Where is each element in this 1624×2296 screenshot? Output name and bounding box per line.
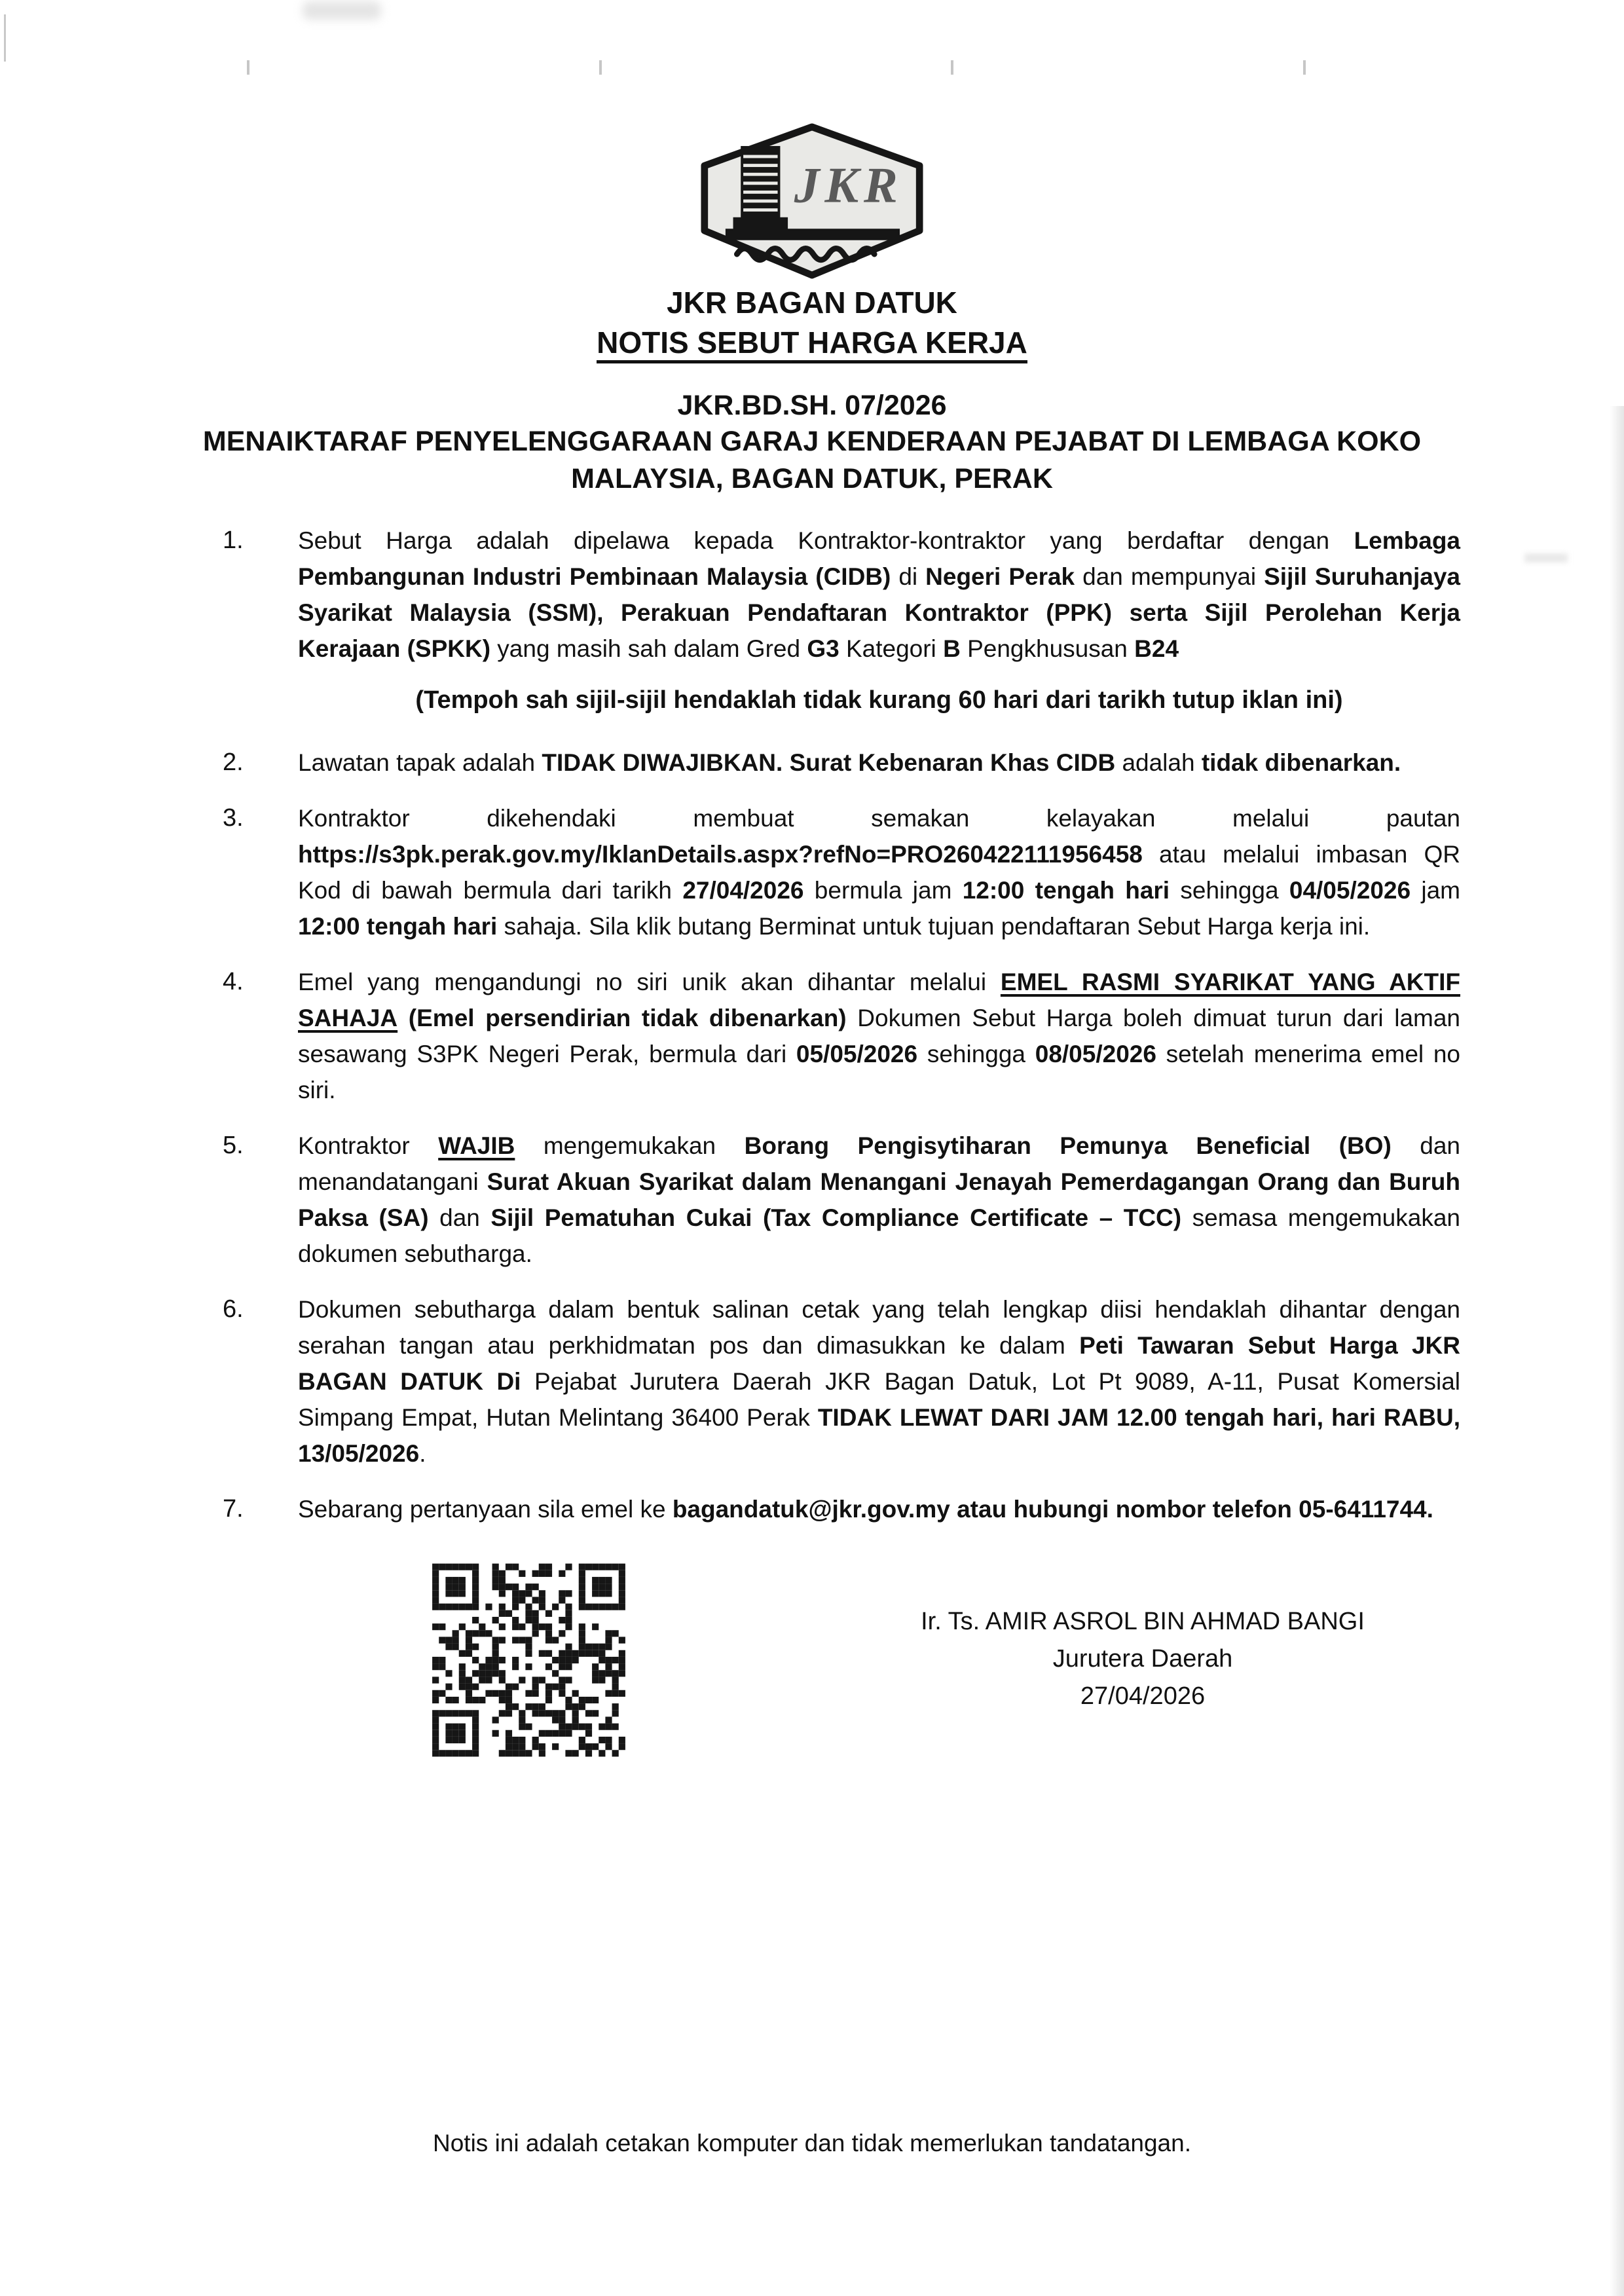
cert-validity-note: (Tempoh sah sijil-sijil hendaklah tidak kurang 60 hari dari tarikh tutup iklan ini): [415, 686, 1343, 714]
notice-title: NOTIS SEBUT HARGA KERJA: [0, 322, 1624, 363]
reference-number: JKR.BD.SH. 07/2026: [677, 390, 947, 421]
jkr-logo-icon: [695, 123, 929, 279]
notice-date: 27/04/2026: [1080, 1682, 1206, 1710]
paragraph-item-4: [223, 964, 1460, 1108]
paragraph-item-3: [223, 800, 1460, 944]
signatory-name: Ir. Ts. AMIR ASROL BIN AHMAD BANGI: [921, 1608, 1365, 1635]
paragraph-list: [0, 523, 1624, 1527]
org-title: JKR BAGAN DATUK: [667, 286, 957, 320]
paragraph-text: Lawatan tapak adalah TIDAK DIWAJIBKAN. Surat Kebenaran Khas CIDB adalah tidak dibenarkan.: [298, 749, 1401, 776]
paragraph-number: 5.: [223, 1132, 244, 1159]
paragraph-text: Kontraktor dikehendaki membuat semakan kelayakan melalui pautan https://s3pk.perak.gov.my/IklanDetails.aspx?refNo=PRO260422111956458 atau melalui imbasan QR Kod di bawah bermula dari tarikh 27/04/2026 bermula jam 12:00 tengah hari sehingga 04/05/2026 jam 12:00 tengah hari sahaja. Sila klik butang Berminat untuk tujuan pendaftaran Sebut Harga kerja ini.: [298, 805, 1460, 940]
paragraph-item-2: [223, 745, 1460, 781]
paragraph-text: Sebut Harga adalah dipelawa kepada Kontraktor-kontraktor yang berdaftar dengan Lembaga Pembangunan Industri Pembinaan Malaysia (CIDB) di Negeri Perak dan mempunyai Sijil Suruhanjaya Syarikat Malaysia (SSM), Perakuan Pendaftaran Kontraktor (PPK) serta Sijil Perolehan Kerja Kerajaan (SPKK) yang masih sah dalam Gred G3 Kategori B Pengkhususan B24: [298, 527, 1461, 662]
signature-block: [812, 1603, 1473, 1715]
qr-code: [429, 1559, 629, 1762]
paragraph-number: 1.: [223, 527, 244, 554]
paragraph-item-7: [223, 1491, 1460, 1527]
paragraph-number: 3.: [223, 804, 244, 832]
paragraph-number: 6.: [223, 1295, 244, 1323]
footer-note: Notis ini adalah cetakan komputer dan tidak memerlukan tandatangan.: [433, 2130, 1191, 2157]
svg-text:JKR: JKR: [794, 157, 903, 213]
document-header: [0, 0, 1624, 498]
paragraph-text: Dokumen sebutharga dalam bentuk salinan cetak yang telah lengkap diisi hendaklah dihantar dengan serahan tangan atau perkhidmatan pos dan dimasukkan ke dalam Peti Tawaran Sebut Harga JKR BAGAN DATUK Di Pejabat Jurutera Daerah JKR Bagan Datuk, Lot Pt 9089, A-11, Pusat Komersial Simpang Empat, Hutan Melintang 36400 Perak TIDAK LEWAT DARI JAM 12.00 tengah hari, hari RABU, 13/05/2026.: [298, 1296, 1460, 1467]
paragraph-item-1: [223, 523, 1460, 725]
paragraph-text: Emel yang mengandungi no siri unik akan dihantar melalui EMEL RASMI SYARIKAT YANG AKTIF SAHAJA (Emel persendirian tidak dibenarkan) Dokumen Sebut Harga boleh dimuat turun dari laman sesawang S3PK Negeri Perak, bermula dari 05/05/2026 sehingga 08/05/2026 setelah menerima emel no siri.: [298, 969, 1461, 1103]
paragraph-text: Sebarang pertanyaan sila emel ke bagandatuk@jkr.gov.my atau hubungi nombor telefon 05-6411744.: [298, 1496, 1433, 1523]
project-title-line-1: MENAIKTARAF PENYELENGGARAAN GARAJ KENDERAAN PEJABAT DI LEMBAGA KOKO: [202, 426, 1422, 457]
paragraph-number: 2.: [223, 749, 244, 776]
project-title-line-2: MALAYSIA, BAGAN DATUK, PERAK: [571, 463, 1053, 494]
paragraph-number: 4.: [223, 968, 244, 995]
paragraph-text: Kontraktor WAJIB mengemukakan Borang Pengisytiharan Pemunya Beneficial (BO) dan menandatangani Surat Akuan Syarikat dalam Menangani Jenayah Pemerdagangan Orang dan Buruh Paksa (SA) dan Sijil Pematuhan Cukai (Tax Compliance Certificate – TCC) semasa mengemukakan dokumen sebutharga.: [298, 1132, 1461, 1267]
signature-section: [0, 1559, 1624, 1781]
paragraph-item-6: [223, 1291, 1460, 1472]
paragraph-number: 7.: [223, 1495, 244, 1523]
signatory-title: Jurutera Daerah: [1052, 1645, 1233, 1673]
paragraph-item-5: [223, 1128, 1460, 1272]
